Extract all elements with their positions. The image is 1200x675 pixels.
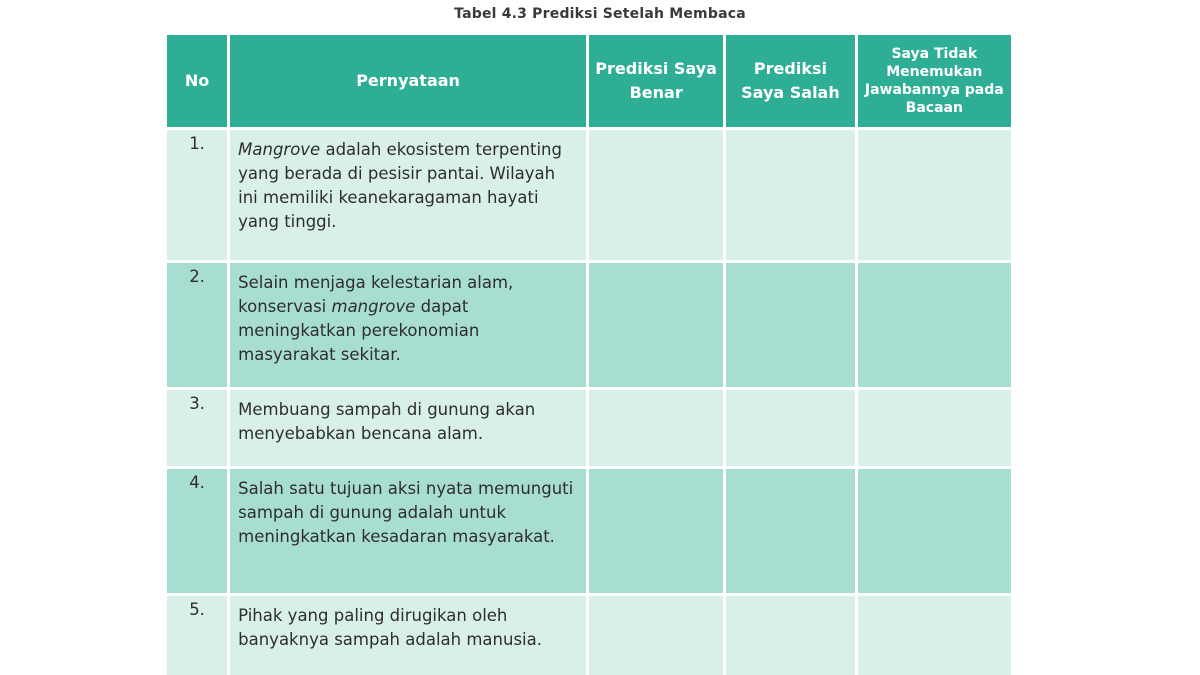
statement-segment: adalah ekosistem terpenting yang berada di pesisir pantai. Wilayah ini memiliki keanekaragaman hayati yang tinggi. <box>238 140 562 231</box>
statement-segment: dapat meningkatkan perekonomian masyarakat sekitar. <box>238 297 480 364</box>
statement-text <box>238 604 578 652</box>
cell-prediction-correct[interactable] <box>589 263 723 387</box>
header-statement: Pernyataan <box>230 35 586 127</box>
cell-prediction-wrong[interactable] <box>726 469 854 593</box>
row-statement <box>230 390 586 466</box>
row-statement <box>230 596 586 675</box>
header-no: No <box>167 35 227 127</box>
statement-text <box>238 138 578 234</box>
statement-text <box>238 477 578 549</box>
cell-answer-not-found[interactable] <box>858 390 1011 466</box>
table-row <box>167 390 1011 466</box>
table-row <box>167 263 1011 387</box>
table-row <box>167 469 1011 593</box>
cell-prediction-wrong[interactable] <box>726 596 854 675</box>
row-statement <box>230 263 586 387</box>
cell-answer-not-found[interactable] <box>858 130 1011 260</box>
cell-prediction-correct[interactable] <box>589 130 723 260</box>
cell-prediction-wrong[interactable] <box>726 130 854 260</box>
row-statement <box>230 130 586 260</box>
statement-text <box>238 398 578 446</box>
cell-prediction-wrong[interactable] <box>726 390 854 466</box>
row-number: 4. <box>167 469 227 593</box>
cell-prediction-wrong[interactable] <box>726 263 854 387</box>
statement-segment: Salah satu tujuan aksi nyata memunguti sampah di gunung adalah untuk meningkatkan kesadaran masyarakat. <box>238 479 574 546</box>
statement-text <box>238 271 578 367</box>
prediction-table <box>164 32 1014 675</box>
cell-answer-not-found[interactable] <box>858 469 1011 593</box>
cell-answer-not-found[interactable] <box>858 596 1011 675</box>
row-number: 1. <box>167 130 227 260</box>
cell-answer-not-found[interactable] <box>858 263 1011 387</box>
statement-segment: Membuang sampah di gunung akan menyebabkan bencana alam. <box>238 400 536 443</box>
header-prediction-correct: Prediksi Saya Benar <box>589 35 723 127</box>
statement-italic-term: mangrove <box>331 297 416 316</box>
table-header-row <box>167 35 1011 127</box>
cell-prediction-correct[interactable] <box>589 469 723 593</box>
table-caption: Tabel 4.3 Prediksi Setelah Membaca <box>454 6 746 22</box>
row-number: 2. <box>167 263 227 387</box>
row-statement <box>230 469 586 593</box>
cell-prediction-correct[interactable] <box>589 596 723 675</box>
statement-segment: Selain menjaga kelestarian alam, konservasi <box>238 273 514 316</box>
cell-prediction-correct[interactable] <box>589 390 723 466</box>
row-number: 5. <box>167 596 227 675</box>
table-row <box>167 596 1011 675</box>
row-number: 3. <box>167 390 227 466</box>
statement-segment: Pihak yang paling dirugikan oleh banyaknya sampah adalah manusia. <box>238 606 542 649</box>
prediction-table-grid <box>164 32 1014 675</box>
header-prediction-wrong: Prediksi Saya Salah <box>726 35 854 127</box>
table-row <box>167 130 1011 260</box>
statement-italic-term: Mangrove <box>238 140 321 159</box>
header-answer-not-found: Saya Tidak Menemukan Jawabannya pada Bacaan <box>858 35 1011 127</box>
